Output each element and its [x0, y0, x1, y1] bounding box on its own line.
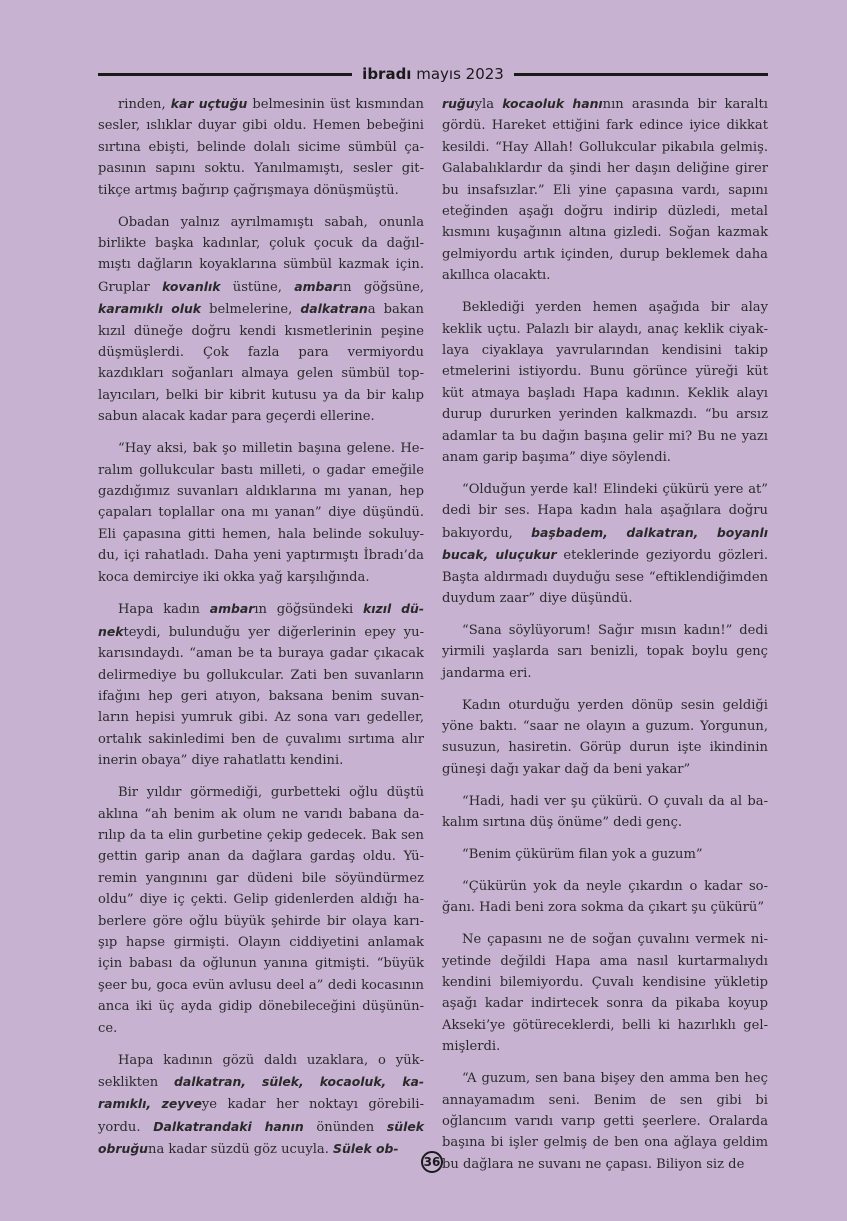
place-name: sülek obruğu	[98, 1118, 424, 1157]
text-run: belmesinin üst kısmından sesler, ıslıklar duyar gibi oldu. Hemen bebeğini sırtına ebişti, belinde dolalı sicime sümbül çapasının sapını soktu. Yanılmamıştı, sesler gittikçe artmış bağırıp çağrışmaya dönüşmüştü.	[98, 97, 424, 198]
paragraph	[98, 212, 424, 428]
text-run: belmelerine,	[201, 302, 301, 318]
place-name: dalkatran, sülek, kocaoluk, karamıklı, zeyve	[98, 1073, 424, 1112]
right-column	[442, 93, 768, 1186]
place-name: başbadem, dalkatran, boyanlı bucak, uluçukur	[442, 524, 768, 563]
text-run: “Olduğun yerde kal! Elindeki çükürü yere at” dedi bir ses. Hapa kadın hala aşağılara doğru bakıyordu,	[442, 481, 768, 541]
place-name: dalkatran	[300, 301, 368, 317]
text-run: na kadar süzdü göz ucuyla.	[148, 1142, 334, 1158]
text-run: nın arasında bir karaltı gördü. Hareket ettiğini fark edince iyice dikkat kesildi. “Hay Allah! Gollukcular pikabıla gelmiş. Galabalıklardır da şindi her daşın deliğine girer bu insafsızlar.” Eli yine çapasına vardı, sapını eteğinden aşağı doğru indirip düzledi, metal kısmını kuşağının altına gizledi. Soğan kazmak gelmiyordu artık içinden, durup beklemek daha akıllıca olacaktı.	[442, 97, 768, 284]
paragraph	[442, 791, 768, 834]
place-name: karamıklı oluk	[98, 301, 202, 317]
text-run: Hapa kadın	[118, 602, 210, 618]
paragraph	[98, 598, 424, 771]
text-run: Beklediği yerden hemen aşağıda bir alay keklik uçtu. Palazlı bir alaydı, anaç keklik ciyaklaya ciyaklaya yavrularından kendisini takip etmelerini istiyordu. Bunu görünce yüreği küt küt atmaya başladı Hapa kadının. Keklik alayı durup dururken yerinden kalkmazdı. “bu arsız adamlar ta bu dağın başına gelir mi? Bu ne yazı anam garip başıma” diye söylendi.	[442, 300, 768, 465]
place-name: ambar	[294, 278, 339, 294]
text-run: Kadın oturduğu yerden dönüp sesin geldiği yöne baktı. “saar ne olayın a guzum. Yorgunun, susuzun, hasiretin. Görüp durun işte ikindinin güneşi dağı yakar dağ da beni yakar”	[442, 697, 768, 777]
paragraph	[98, 93, 424, 201]
place-name: kovanlık	[162, 278, 221, 294]
header-title	[362, 65, 504, 83]
text-run: a bakan kızıl düneğe doğru kendi kısmetlerinin peşine düşmüşlerdi. Çok fazla para vermiyordu kazdıkları soğanları almaya gelen sümbül toplayıcıları, belki bir kibrit kutusu ya da bir kalıp sabun alacak kadar para geçerdi ellerine.	[98, 302, 424, 425]
text-run: “Hay aksi, bak şo milletin başına gelene. Heralım gollukcular bastı milleti, o gadar emeğile gazdığımız suvanları aldıklarına mı yanan, hep çapaları toplallar ona mı yanan” diye düşündü. Eli çapasına gitti hemen, hala belinde sokuluydu, içi rahatladı. Daha yeni yaptırmıştı İbradı’da koca demirciye iki okka yağ karşılığında.	[98, 441, 424, 585]
issue-date: mayıs 2023	[416, 65, 504, 83]
paragraph	[442, 297, 768, 468]
paragraph	[98, 438, 424, 588]
paragraph	[442, 1068, 768, 1175]
paragraph	[442, 479, 768, 609]
paragraph	[98, 1050, 424, 1161]
text-run: Obadan yalnız ayrılmamıştı sabah, onunla birlikte başka kadınlar, çoluk çocuk da dağılmıştı dağların koyaklarına sümbül kazmak için. Gruplar	[98, 214, 424, 295]
place-name: kocaoluk hanı	[502, 96, 603, 111]
text-run: ın göğsündeki	[254, 602, 364, 618]
text-run: ın göğsüne,	[338, 279, 424, 295]
paragraph	[98, 782, 424, 1039]
paragraph	[442, 93, 768, 287]
text-run: rinden,	[118, 97, 171, 112]
paragraph	[442, 876, 768, 919]
paragraph	[442, 929, 768, 1057]
page-number: 36	[421, 1151, 443, 1173]
paragraph	[442, 620, 768, 684]
place-name: kızıl dünek	[98, 601, 424, 639]
text-run: Hapa kadının gözü daldı uzaklara, o yükseklikten	[98, 1052, 424, 1090]
text-run: “Sana söylüyorum! Sağır mısın kadın!” dedi yirmili yaşlarda sarı benizli, topak boylu genç jandarma eri.	[442, 622, 768, 681]
text-run: yla	[474, 97, 503, 112]
text-run: Bir yıldır görmediği, gurbetteki oğlu düştü aklına “ah benim ak olum ne varıdı babana darılıp da ta elin gurbetine çekip gedecek. Bak sen gettin garip anan da dağlara gardaş oldu. Yüremin yangınını gar düdeni bile söyündürmez oldu” diye iç çekti. Gelip gidenlerden aldığı haberlere göre oğlu büyük şehirde bir olaya karışıp hapse girmişti. Olayın ciddiyetini anlamak için babası da oğlunun yanına gitmişti. “büyük şeer bu, goca evün avlusu deel a” dedi kocasının anca iki üç ayda gidip dönebileceğini düşününce.	[98, 785, 424, 1036]
text-run: “A guzum, sen bana bişey den amma ben heç annayamadım seni. Benim de sen gibi bi oğlancıım varıdı varıp getti şeerlere. Oralarda başına bi işler gelmiş de ben ona ağlaya geldim bu dağlara ne suvanı ne çapası. Biliyon siz de	[442, 1071, 768, 1172]
paragraph	[442, 695, 768, 781]
header-rule-right	[514, 73, 768, 76]
text-run: üstüne,	[220, 279, 295, 295]
text-run: “Çükürün yok da neyle çıkardın o kadar soğanı. Hadi beni zora sokma da çıkart şu çükürü”	[442, 878, 768, 916]
header-rule-left	[98, 73, 352, 76]
place-name: ruğu	[442, 96, 475, 111]
place-name: Dalkatrandaki hanın	[153, 1118, 304, 1134]
paragraph	[442, 844, 768, 865]
text-run: “Hadi, hadi ver şu çükürü. O çuvalı da al bakalım sırtına düş önüme” dedi genç.	[442, 793, 768, 831]
page-header	[98, 63, 768, 85]
magazine-name: ibradı	[362, 65, 412, 83]
place-name: Sülek ob-	[333, 1141, 399, 1157]
text-run: Ne çapasını ne de soğan çuvalını vermek niyetinde değildi Hapa ama nasıl kurtarmalıydı kendini bilemiyordu. Çuvalı kendisine yükletip aşağı kadar indirtecek sonra da pikaba koyup Akseki’ye götüreceklerdi, belli ki hazırlıklı gelmişlerdi.	[442, 932, 768, 1055]
left-column	[98, 93, 424, 1171]
text-run: eteklerinde geziyordu gözleri. Başta aldırmadı duyduğu sese “eftiklendiğimden duydum zaar” diye düşündü.	[442, 548, 768, 606]
place-name: kar uçtuğu	[170, 96, 248, 111]
text-run: önünden	[303, 1119, 387, 1135]
text-run: teydi, bulunduğu yer diğerlerinin epey yukarısındaydı. “aman be ta buraya gadar çıkacak delirmediye bu gollukcular. Zati ben suvanların ifağını hep geri atıyon, baksana benim suvanların hepisi yumruk gibi. Az sona varı gedeller, ortalık sakinledimi ben de çuvalımı sırtıma alır inerin obaya” diye rahatlattı kendini.	[98, 624, 424, 769]
text-run: ye kadar her noktayı görebiliyordu.	[98, 1097, 425, 1135]
place-name: ambar	[209, 601, 255, 617]
text-run: “Benim çükürüm filan yok a guzum”	[462, 847, 703, 862]
